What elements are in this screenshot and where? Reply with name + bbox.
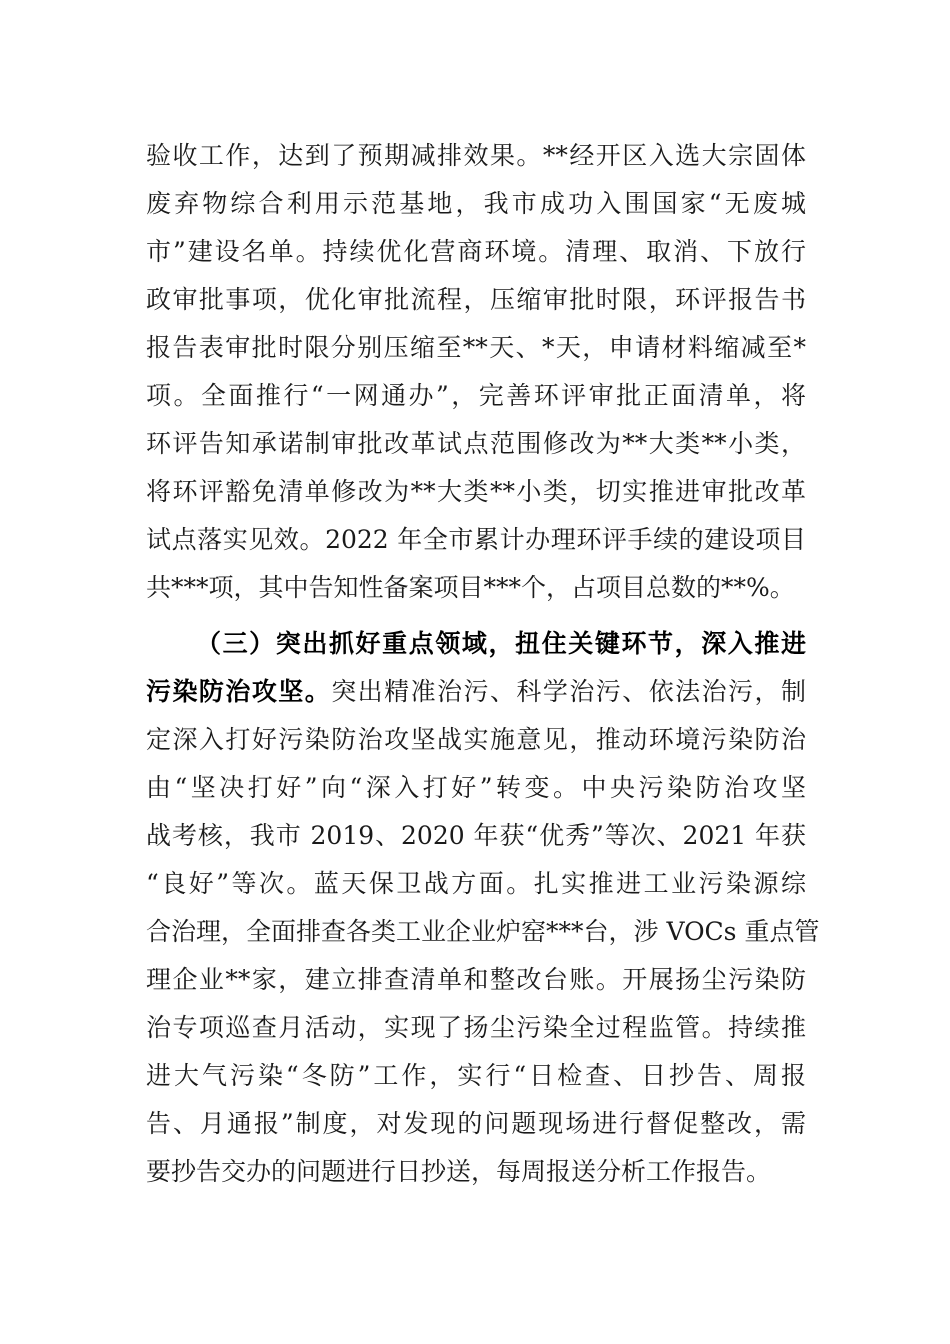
paragraph-line: 项。全面推行“一网通办”，完善环评审批正面清单，将 — [146, 381, 806, 410]
paragraph-line: “良好”等次。蓝天保卫战方面。扎实推进工业污染源综 — [146, 869, 806, 898]
paragraph-line: 由“坚决打好”向“深入打好”转变。中央污染防治攻坚 — [146, 773, 806, 802]
section-heading-tail: 污染防治攻坚。 — [146, 677, 332, 706]
paragraph-line: 定深入打好污染防治攻坚战实施意见，推动环境污染防治 — [146, 725, 806, 754]
paragraph-line: 验收工作，达到了预期减排效果。**经开区入选大宗固体 — [146, 141, 806, 170]
paragraph-line: 试点落实见效。2022 年全市累计办理环评手续的建设项目 — [146, 525, 806, 554]
paragraph-line: 共***项，其中告知性备案项目***个，占项目总数的**%。 — [146, 573, 795, 602]
paragraph-line: 废弃物综合利用示范基地，我市成功入围国家“无废城 — [146, 189, 806, 218]
paragraph-text: 突出精准治污、科学治污、依法治污，制 — [331, 677, 806, 706]
paragraph-line: 要抄告交办的问题进行日抄送，每周报送分析工作报告。 — [146, 1157, 772, 1186]
paragraph-line: 合治理，全面排查各类工业企业炉窑***台，涉 VOCs 重点管 — [146, 917, 820, 946]
paragraph-line: 将环评豁免清单修改为**大类**小类，切实推进审批改革 — [146, 477, 806, 506]
section-heading-line: （三）突出抓好重点领域，扭住关键环节，深入推进 — [196, 629, 806, 658]
paragraph-line: 战考核，我市 2019、2020 年获“优秀”等次、2021 年获 — [146, 821, 806, 850]
paragraph-line: 市”建设名单。持续优化营商环境。清理、取消、下放行 — [146, 237, 806, 266]
paragraph-line: 治专项巡查月活动，实现了扬尘污染全过程监管。持续推 — [146, 1013, 806, 1042]
paragraph-line: 告、月通报”制度，对发现的问题现场进行督促整改，需 — [146, 1109, 806, 1138]
paragraph-line: 环评告知承诺制审批改革试点范围修改为**大类**小类， — [146, 429, 806, 458]
section-heading-continuation — [146, 672, 806, 712]
paragraph-line: 进大气污染“冬防”工作，实行“日检查、日抄告、周报 — [146, 1061, 806, 1090]
paragraph-line: 政审批事项，优化审批流程，压缩审批时限，环评报告书 — [146, 285, 806, 314]
paragraph-line: 报告表审批时限分别压缩至**天、*天，申请材料缩减至* — [146, 333, 806, 362]
paragraph-line: 理企业**家，建立排查清单和整改台账。开展扬尘污染防 — [146, 965, 806, 994]
